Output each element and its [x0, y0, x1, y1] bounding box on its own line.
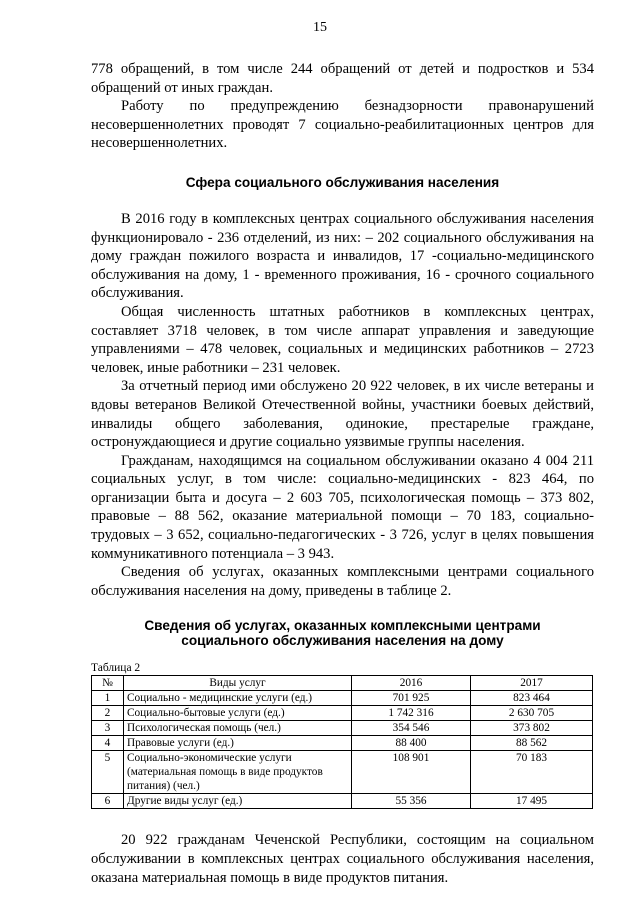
- table-header-row: [92, 676, 593, 691]
- row-number: 4: [92, 736, 124, 751]
- row-service-name: Социально - медицинские услуги (ед.): [124, 691, 352, 706]
- table-row: [92, 736, 593, 751]
- row-value-2016: 354 546: [352, 721, 471, 736]
- header-2016: 2016: [352, 676, 471, 691]
- table-row: [92, 751, 593, 794]
- paragraph: Работу по предупреждению безнадзорности правонарушений несовершеннолетних проводят 7 социально-реабилитационных центров для несовершеннолетних.: [91, 98, 594, 152]
- row-service-name: Социально-экономические услуги (материальная помощь в виде продуктов питания) (чел.): [124, 751, 352, 794]
- paragraph: В 2016 году в комплексных центрах социального обслуживания населения функционировало - 236 отделений, из них: – 202 социального обслуживания на дому граждан пожилого возраста и инвалидов, 17 -социально-медицинского обслуживания на дому, 1 - временного проживания, 16 - срочного социального обслуживания.: [91, 210, 594, 302]
- table-row: [92, 691, 593, 706]
- row-value-2017: 17 495: [471, 794, 593, 809]
- header-2017: 2017: [471, 676, 593, 691]
- table-title: [91, 618, 594, 648]
- header-service-type: Виды услуг: [124, 676, 352, 691]
- page-number: 15: [313, 20, 327, 35]
- row-service-name: Психологическая помощь (чел.): [124, 721, 352, 736]
- table-title-line: социального обслуживания населения на дому: [181, 633, 504, 649]
- table-row: [92, 706, 593, 721]
- row-number: 3: [92, 721, 124, 736]
- row-value-2016: 55 356: [352, 794, 471, 809]
- row-value-2016: 701 925: [352, 691, 471, 706]
- row-value-2016: 88 400: [352, 736, 471, 751]
- row-number: 5: [92, 751, 124, 794]
- row-number: 1: [92, 691, 124, 706]
- row-value-2017: 823 464: [471, 691, 593, 706]
- table-row: [92, 794, 593, 809]
- row-value-2016: 108 901: [352, 751, 471, 794]
- row-number: 2: [92, 706, 124, 721]
- section-heading: Сфера социального обслуживания населения: [185, 174, 500, 190]
- row-value-2017: 88 562: [471, 736, 593, 751]
- services-table: [91, 675, 593, 809]
- table-caption: Таблица 2: [91, 662, 141, 675]
- paragraph: 20 922 гражданам Чеченской Республики, состоящим на социальном обслуживании в комплексных центрах социального обслуживания населения, оказана материальная помощь в виде продуктов питания.: [91, 832, 594, 886]
- document-body: [91, 60, 594, 887]
- row-value-2017: 70 183: [471, 751, 593, 794]
- paragraph: Сведения об услугах, оказанных комплексными центрами социального обслуживания населения на дому, приведены в таблице 2.: [91, 564, 594, 599]
- row-service-name: Другие виды услуг (ед.): [124, 794, 352, 809]
- table-row: [92, 721, 593, 736]
- paragraph: За отчетный период ими обслужено 20 922 человек, в их числе ветераны и вдовы ветеранов Великой Отечественной войны, участники боевых действий, инвалиды общего заболевания, одинокие, престарелые граждане, остронуждающиеся и другие социально уязвимые группы населения.: [91, 378, 594, 451]
- paragraph: Общая численность штатных работников в комплексных центрах, составляет 3718 человек, в том числе аппарат управления и заведующие управлениями – 478 человек, социальных и медицинских работников – 2723 человек, иные работники – 231 человек.: [91, 303, 594, 376]
- row-service-name: Социально-бытовые услуги (ед.): [124, 706, 352, 721]
- row-value-2017: 2 630 705: [471, 706, 593, 721]
- row-service-name: Правовые услуги (ед.): [124, 736, 352, 751]
- row-value-2016: 1 742 316: [352, 706, 471, 721]
- paragraph: Гражданам, находящимся на социальном обслуживании оказано 4 004 211 социальных услуг, в том числе: социально-медицинских - 823 464, по организации быта и досуга – 2 603 705, психологическая помощь – 373 802, правовые – 88 562, оказание материальной помощи – 70 183, социально-трудовых – 3 652, социально-педагогических - 3 726, услуг в целях повышения коммуникативного потенциала – 3 943.: [91, 452, 594, 562]
- row-value-2017: 373 802: [471, 721, 593, 736]
- paragraph: 778 обращений, в том числе 244 обращений от детей и подростков и 534 обращений от иных граждан.: [91, 61, 594, 96]
- header-number: №: [92, 676, 124, 691]
- row-number: 6: [92, 794, 124, 809]
- table-title-line: Сведения об услугах, оказанных комплексными центрами: [144, 618, 541, 634]
